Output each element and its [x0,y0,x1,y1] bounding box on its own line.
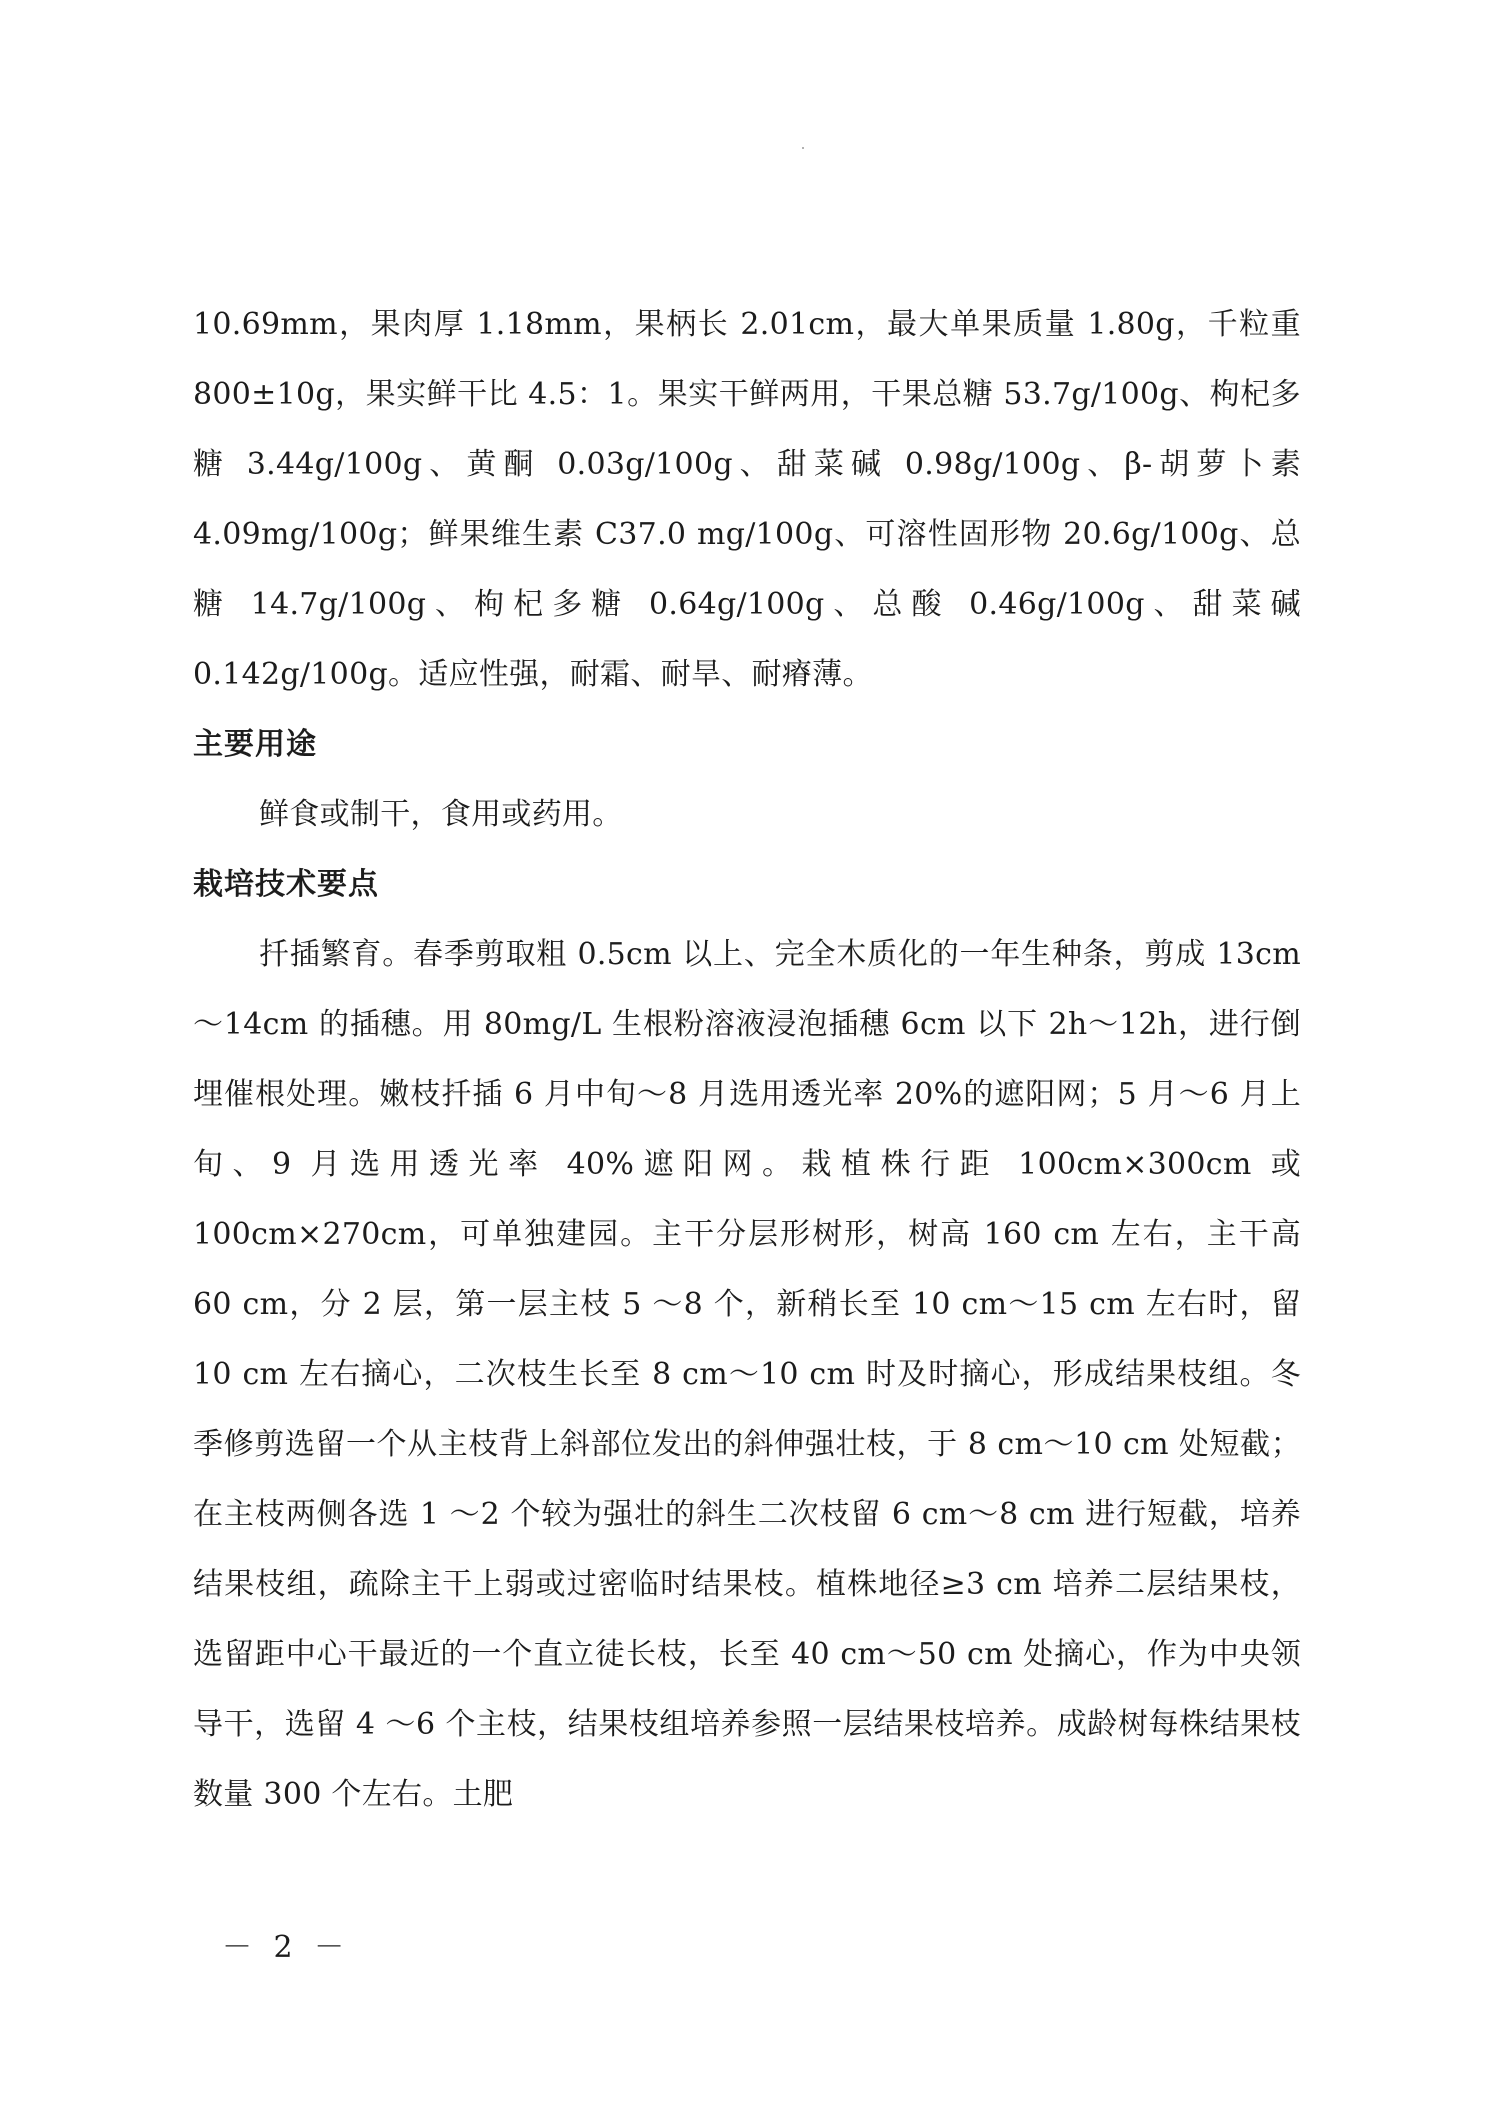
intro-paragraph: 10.69mm，果肉厚 1.18mm，果柄长 2.01cm，最大单果质量 1.80g，千粒重 800±10g，果实鲜干比 4.5：1。果实干鲜两用，干果总糖 53.7g/100g、枸杞多糖 3.44g/100g、黄酮 0.03g/100g、甜菜碱 0.98g/100g、β-胡萝卜素 4.09mg/100g；鲜果维生素 C37.0 mg/100g、可溶性固形物 20.6g/100g、总糖 14.7g/100g、枸杞多糖 0.64g/100g、总酸 0.46g/100g、甜菜碱 0.142g/100g。适应性强，耐霜、耐旱、耐瘠薄。 [193,307,1301,692]
usage-paragraph: 鲜食或制干，食用或药用。 [259,797,623,832]
cultivation-paragraph: 扦插繁育。春季剪取粗 0.5cm 以上、完全木质化的一年生种条，剪成 13cm～14cm 的插穗。用 80mg/L 生根粉溶液浸泡插穗 6cm 以下 2h～12h，进行倒埋催根处理。嫩枝扦插 6 月中旬～8 月选用透光率 20%的遮阳网；5 月～6 月上旬、9 月选用透光率 40%遮阳网。栽植株行距 100cm×300cm 或 100cm×270cm，可单独建园。主干分层形树形，树高 160 cm 左右，主干高 60 cm，分 2 层，第一层主枝 5 ～8 个，新稍长至 10 cm～15 cm 左右时，留 10 cm 左右摘心，二次枝生长至 8 cm～10 cm 时及时摘心，形成结果枝组。冬季修剪选留一个从主枝背上斜部位发出的斜伸强壮枝，于 8 cm～10 cm 处短截；在主枝两侧各选 1 ～2 个较为强壮的斜生二次枝留 6 cm～8 cm 进行短截，培养结果枝组，疏除主干上弱或过密临时结果枝。植株地径≥3 cm 培养二层结果枝，选留距中心干最近的一个直立徒长枝，长至 40 cm～50 cm 处摘心，作为中央领导干，选留 4 ～6 个主枝，结果枝组培养参照一层结果枝培养。成龄树每株结果枝数量 300 个左右。土肥 [193,937,1301,1812]
cultivation-heading: 栽培技术要点 [193,867,379,902]
document-body [193,290,1301,1830]
page-number: － 2 － [222,1930,351,1965]
scan-speck [802,147,804,149]
usage-heading: 主要用途 [193,727,317,762]
